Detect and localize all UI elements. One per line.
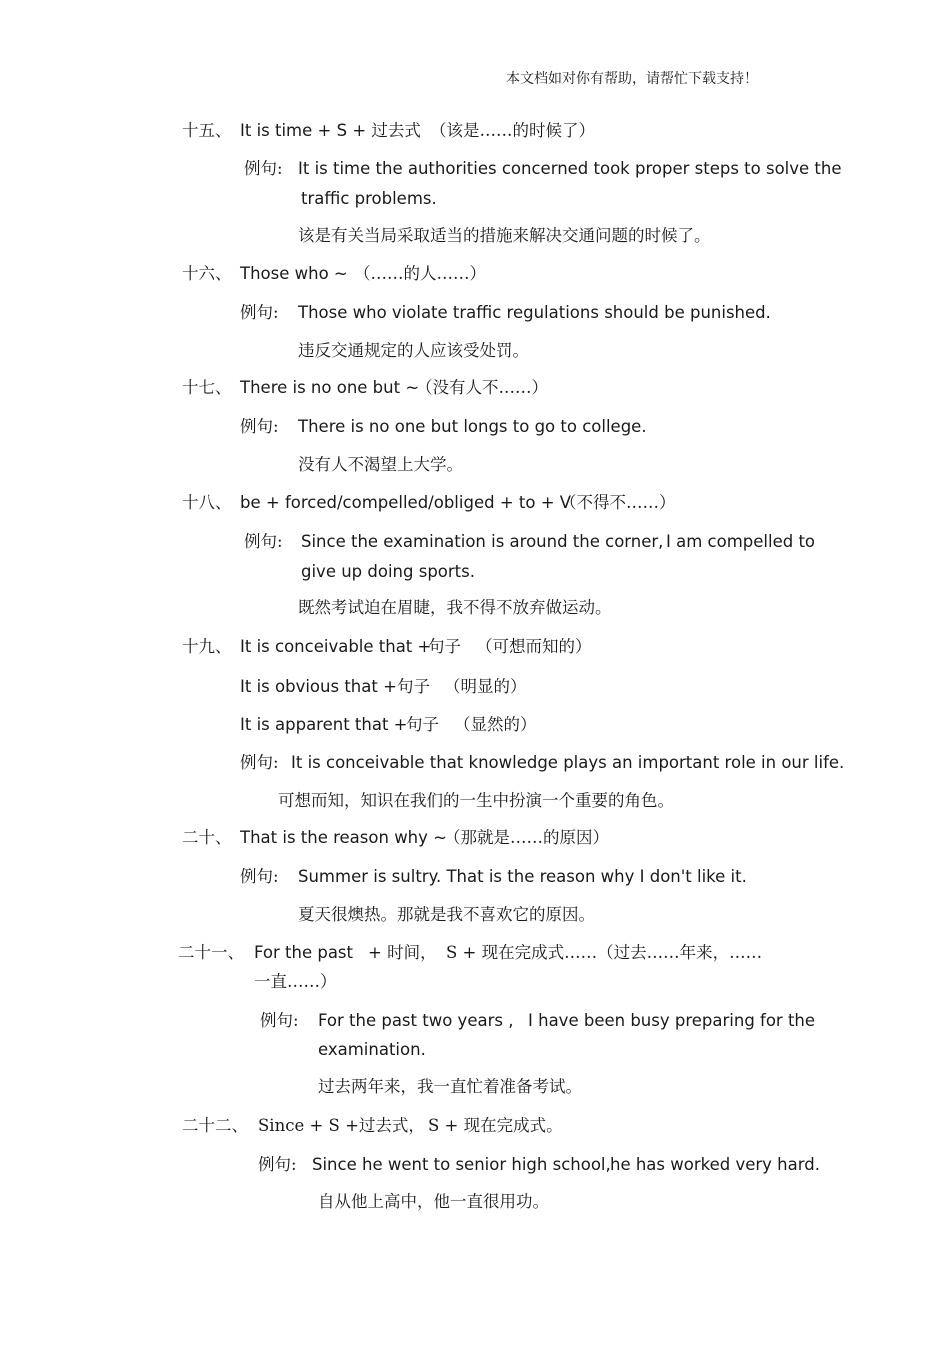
example-chinese: 该是有关当局采取适当的措施来解决交通问题的时候了。	[298, 226, 711, 245]
example-label: 例句:	[240, 867, 279, 886]
example-english: There is no one but longs to go to college.	[298, 417, 647, 436]
pattern-text: That is the reason why ~	[240, 828, 447, 847]
example-english-cont: traffic problems.	[301, 189, 437, 208]
example-label: 例句:	[260, 1011, 299, 1030]
pattern-meaning: （……的人……）	[354, 264, 486, 283]
section-number: 十五、	[182, 121, 232, 140]
pattern-text: + 时间，	[368, 943, 437, 962]
example-label: 例句:	[244, 532, 283, 551]
pattern-text: It is time + S + 过去式	[240, 121, 421, 140]
pattern-meaning: （明显的）	[444, 677, 527, 696]
section-number: 二十、	[182, 828, 232, 847]
example-english: It is conceivable that knowledge plays an important role in our life.	[291, 753, 845, 772]
pattern-meaning: （显然的）	[454, 715, 537, 734]
pattern-text: For the past	[254, 943, 353, 962]
example-english: Summer is sultry. That is the reason why I don't like it.	[298, 867, 747, 886]
section-number: 十七、	[182, 378, 232, 397]
pattern-clause: 句子	[397, 677, 430, 696]
section-number: 十九、	[182, 637, 232, 656]
example-english: Since he went to senior high school,	[312, 1155, 611, 1174]
section-number: 十六、	[182, 264, 232, 283]
section-number: 二十二、	[182, 1116, 248, 1135]
example-english: I am compelled to	[666, 532, 816, 551]
example-english: he has worked very hard.	[610, 1155, 820, 1174]
example-english: It is time the authorities concerned took proper steps to solve the	[298, 159, 842, 178]
pattern-clause: 句子	[406, 715, 439, 734]
pattern-meaning: （可想而知的）	[476, 637, 592, 656]
pattern-text: It is obvious that +	[240, 677, 397, 696]
pattern-meaning: （那就是……的原因）	[444, 828, 609, 847]
example-english: Those who violate traffic regulations should be punished.	[298, 303, 771, 322]
pattern-text: There is no one but ~	[240, 378, 420, 397]
example-label: 例句:	[240, 303, 279, 322]
pattern-clause: 句子	[428, 637, 461, 656]
pattern-text: It is apparent that +	[240, 715, 408, 734]
example-english: Since the examination is around the corner,	[301, 532, 664, 551]
example-label: 例句:	[240, 417, 279, 436]
example-chinese: 违反交通规定的人应该受处罚。	[298, 341, 529, 360]
pattern-text: be + forced/compelled/obliged + to + V	[240, 493, 572, 512]
pattern-text: Those who ~	[240, 264, 348, 283]
example-label: 例句:	[240, 753, 279, 772]
section-number: 二十一、	[178, 943, 244, 962]
page-header-note: 本文档如对你有帮助，请帮忙下载支持！	[506, 71, 758, 87]
pattern-meaning: （不得不……）	[560, 493, 676, 512]
section-number: 十八、	[182, 493, 232, 512]
pattern-text: It is conceivable that +	[240, 637, 432, 656]
example-chinese: 夏天很燠热。那就是我不喜欢它的原因。	[298, 905, 595, 924]
example-english-cont: examination.	[318, 1040, 426, 1059]
pattern-text: S + 现在完成式。	[428, 1116, 563, 1135]
pattern-text: S + 现在完成式……（过去……年来，……	[446, 943, 763, 962]
example-english: For the past two years ,	[318, 1011, 514, 1030]
example-chinese: 可想而知，知识在我们的一生中扮演一个重要的角色。	[278, 791, 674, 810]
example-english-cont: give up doing sports.	[301, 562, 475, 581]
example-label: 例句:	[258, 1155, 297, 1174]
example-english: I have been busy preparing for the	[528, 1011, 816, 1030]
example-chinese: 过去两年来，我一直忙着准备考试。	[318, 1077, 582, 1096]
pattern-text: Since + S +过去式，	[258, 1116, 425, 1135]
example-label: 例句:	[244, 159, 283, 178]
pattern-text-cont: 一直……）	[254, 972, 337, 991]
pattern-meaning: （没有人不……）	[416, 378, 548, 397]
example-chinese: 自从他上高中，他一直很用功。	[318, 1192, 549, 1211]
example-chinese: 没有人不渴望上大学。	[298, 455, 463, 474]
pattern-meaning: （该是……的时候了）	[430, 121, 595, 140]
example-chinese: 既然考试迫在眉睫，我不得不放弃做运动。	[298, 598, 612, 617]
